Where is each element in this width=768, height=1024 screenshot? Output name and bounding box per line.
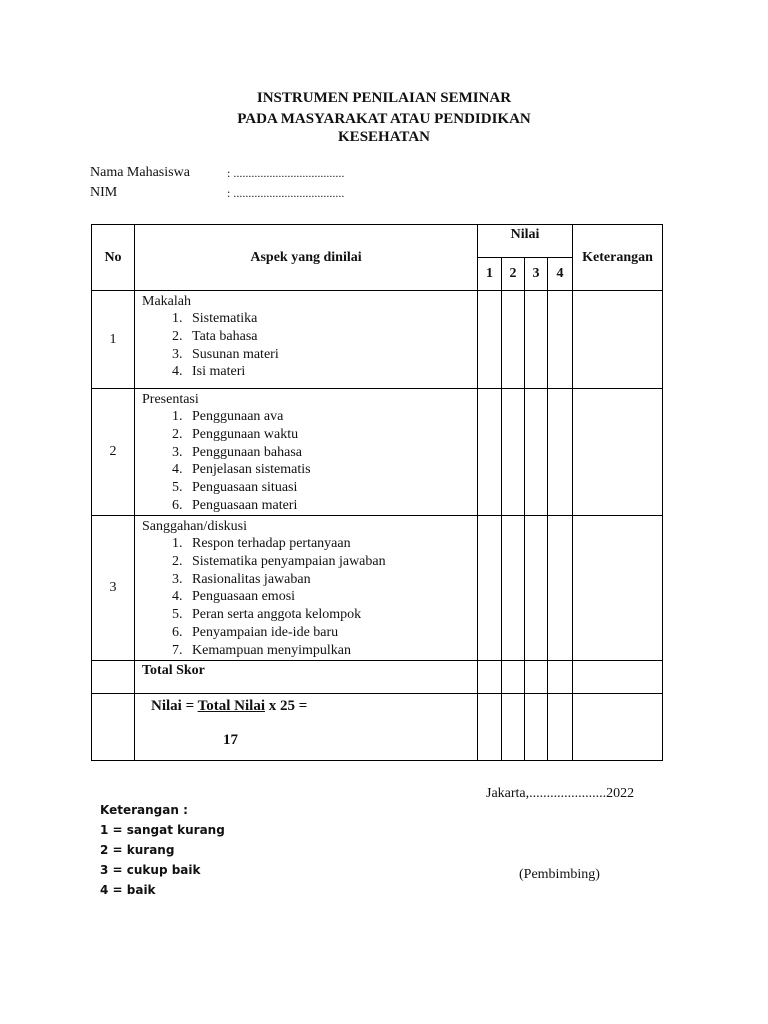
score-cell[interactable] — [478, 694, 502, 761]
signer-label: (Pembimbing) — [519, 867, 600, 882]
score-cell[interactable] — [502, 661, 525, 694]
table-row — [92, 389, 663, 516]
field-value: : ..................................... — [227, 166, 345, 180]
field-label: NIM — [90, 185, 118, 200]
score-header-1: 1 — [478, 258, 502, 291]
header-aspek: Aspek yang dinilai — [135, 225, 478, 291]
score-cell[interactable] — [548, 389, 573, 516]
header-no: No — [92, 225, 135, 291]
score-cell[interactable] — [525, 516, 548, 661]
empty-cell — [92, 661, 135, 694]
score-cell[interactable] — [525, 291, 548, 389]
legend-item: 2 = kurang — [100, 843, 175, 857]
place-date: Jakarta,......................2022 — [486, 786, 635, 801]
list-item: 7. Kemampuan menyimpulkan — [186, 642, 477, 660]
field-value: : ..................................... — [227, 186, 345, 200]
aspect-cell — [135, 389, 478, 516]
score-cell[interactable] — [478, 291, 502, 389]
aspect-items — [142, 408, 477, 515]
nilai-row — [92, 694, 663, 761]
legend-item: 4 = baik — [100, 883, 156, 897]
keterangan-cell[interactable] — [573, 516, 663, 661]
score-header-2: 2 — [502, 258, 525, 291]
total-row — [92, 661, 663, 694]
score-cell[interactable] — [478, 516, 502, 661]
document-title-line-1: INSTRUMEN PENILAIAN SEMINAR — [256, 90, 512, 106]
list-item: 2. Sistematika penyampaian jawaban — [186, 553, 477, 571]
score-cell[interactable] — [525, 694, 548, 761]
aspect-items — [142, 535, 477, 660]
row-number: 3 — [92, 516, 135, 661]
list-item: 5. Peran serta anggota kelompok — [186, 606, 477, 624]
formula-suffix: x 25 = — [265, 698, 308, 714]
list-item: 5. Penguasaan situasi — [186, 479, 477, 497]
list-item: 4. Penjelasan sistematis — [186, 461, 477, 479]
score-header-3: 3 — [525, 258, 548, 291]
table-row — [92, 291, 663, 389]
list-item: 6. Penyampaian ide-ide baru — [186, 624, 477, 642]
list-item: 1. Penggunaan ava — [186, 408, 477, 426]
header-keterangan: Keterangan — [573, 225, 663, 291]
aspect-category: Makalah — [142, 294, 191, 309]
total-skor-label: Total Skor — [135, 661, 478, 694]
header-nilai: Nilai — [478, 225, 573, 258]
score-cell[interactable] — [502, 516, 525, 661]
aspect-cell — [135, 291, 478, 389]
document-title-line-3: KESEHATAN — [338, 129, 430, 145]
score-cell[interactable] — [502, 291, 525, 389]
list-item: 1. Respon terhadap pertanyaan — [186, 535, 477, 553]
aspect-cell — [135, 516, 478, 661]
legend — [100, 800, 225, 900]
score-cell[interactable] — [548, 661, 573, 694]
formula-prefix: Nilai = — [151, 698, 198, 714]
empty-cell — [92, 694, 135, 761]
field-label: Nama Mahasiswa — [90, 165, 190, 180]
list-item: 3. Rasionalitas jawaban — [186, 571, 477, 589]
keterangan-cell[interactable] — [573, 661, 663, 694]
keterangan-cell[interactable] — [573, 389, 663, 516]
list-item: 6. Penguasaan materi — [186, 497, 477, 515]
legend-title: Keterangan : — [100, 803, 188, 817]
aspect-category: Presentasi — [142, 392, 199, 407]
list-item: 2. Tata bahasa — [186, 328, 477, 346]
score-cell[interactable] — [548, 694, 573, 761]
score-cell[interactable] — [502, 389, 525, 516]
assessment-table — [91, 224, 663, 761]
aspect-items — [142, 310, 477, 381]
score-cell[interactable] — [548, 516, 573, 661]
keterangan-cell[interactable] — [573, 694, 663, 761]
keterangan-cell[interactable] — [573, 291, 663, 389]
list-item: 4. Penguasaan emosi — [186, 588, 477, 606]
list-item: 4. Isi materi — [186, 363, 477, 381]
table-row — [92, 516, 663, 661]
aspect-category: Sanggahan/diskusi — [142, 519, 247, 534]
score-cell[interactable] — [502, 694, 525, 761]
list-item: 3. Penggunaan bahasa — [186, 444, 477, 462]
formula-total-nilai: Total Nilai — [197, 698, 266, 714]
list-item: 3. Susunan materi — [186, 346, 477, 364]
row-number: 2 — [92, 389, 135, 516]
list-item: 1. Sistematika — [186, 310, 477, 328]
score-cell[interactable] — [548, 291, 573, 389]
score-cell[interactable] — [525, 661, 548, 694]
score-header-4: 4 — [548, 258, 573, 291]
nilai-formula-cell — [135, 694, 478, 761]
score-cell[interactable] — [478, 389, 502, 516]
nilai-formula — [151, 698, 477, 715]
row-number: 1 — [92, 291, 135, 389]
score-cell[interactable] — [525, 389, 548, 516]
document-title-line-2: PADA MASYARAKAT ATAU PENDIDIKAN — [237, 111, 531, 127]
legend-item: 1 = sangat kurang — [100, 823, 225, 837]
nilai-result: 17 — [223, 732, 238, 748]
score-cell[interactable] — [478, 661, 502, 694]
legend-item: 3 = cukup baik — [100, 863, 201, 877]
list-item: 2. Penggunaan waktu — [186, 426, 477, 444]
